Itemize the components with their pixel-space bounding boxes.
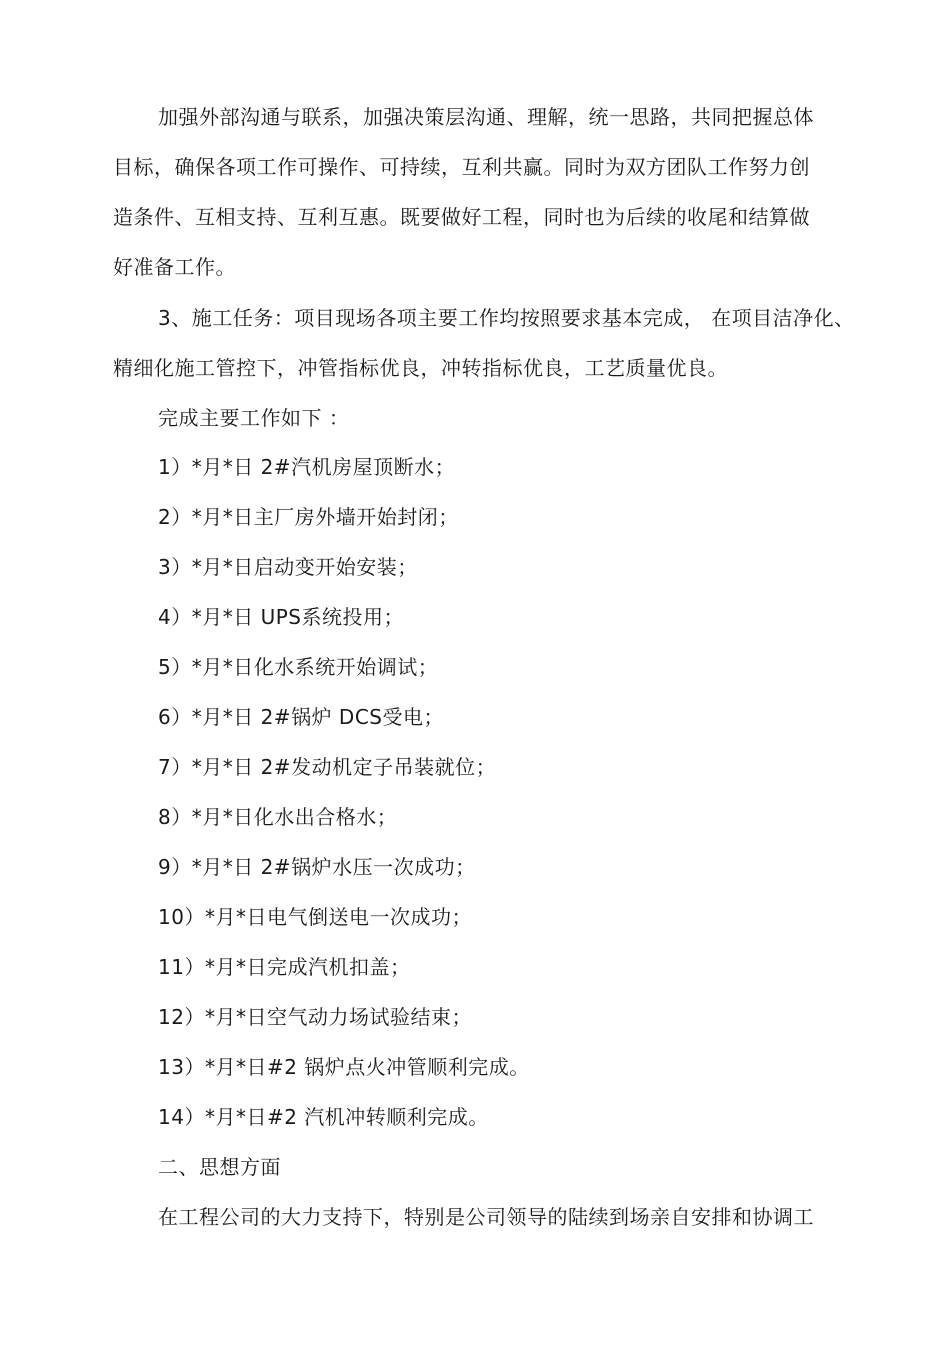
task-item-11: 11）*月*日完成汽机扣盖； — [158, 955, 411, 979]
closing-line: 在工程公司的大力支持下，特别是公司领导的陆续到场亲自安排和协调工 — [158, 1205, 814, 1229]
task-item-12: 12）*月*日空气动力场试验结束； — [158, 1005, 472, 1029]
task-item-1: 1）*月*日 2#汽机房屋顶断水； — [158, 455, 456, 479]
list-intro: 完成主要工作如下 ： — [158, 406, 350, 430]
paragraph-1-line-1: 加强外部沟通与联系，加强决策层沟通、理解，统一思路，共同把握总体 — [158, 105, 814, 129]
paragraph-1-line-2: 目标，确保各项工作可操作、可持续，互利共赢。同时为双方团队工作努力创 — [113, 155, 810, 179]
task-item-13: 13）*月*日#2 锅炉点火冲管顺利完成。 — [158, 1055, 530, 1079]
task-item-6: 6）*月*日 2#锅炉 DCS受电； — [158, 705, 444, 729]
paragraph-2-line-1: 3、施工任务：项目现场各项主要工作均按照要求基本完成， 在项目洁净化、 — [158, 306, 855, 330]
task-item-2: 2）*月*日主厂房外墙开始封闭； — [158, 505, 459, 529]
task-item-10: 10）*月*日电气倒送电一次成功； — [158, 905, 472, 929]
paragraph-2-line-2: 精细化施工管控下，冲管指标优良，冲转指标优良，工艺质量优良。 — [113, 356, 728, 380]
task-item-4: 4）*月*日 UPS系统投用； — [158, 605, 404, 629]
task-item-8: 8）*月*日化水出合格水； — [158, 805, 398, 829]
paragraph-1-line-4: 好准备工作。 — [113, 255, 236, 279]
section-heading: 二、思想方面 — [158, 1155, 281, 1179]
task-item-3: 3）*月*日启动变开始安装； — [158, 555, 418, 579]
task-item-5: 5）*月*日化水系统开始调试； — [158, 655, 439, 679]
task-item-7: 7）*月*日 2#发动机定子吊装就位； — [158, 755, 497, 779]
paragraph-1-line-3: 造条件、互相支持、互利互惠。既要做好工程，同时也为后续的收尾和结算做 — [113, 205, 810, 229]
task-item-14: 14）*月*日#2 汽机冲转顺利完成。 — [158, 1105, 489, 1129]
task-item-9: 9）*月*日 2#锅炉水压一次成功； — [158, 855, 476, 879]
